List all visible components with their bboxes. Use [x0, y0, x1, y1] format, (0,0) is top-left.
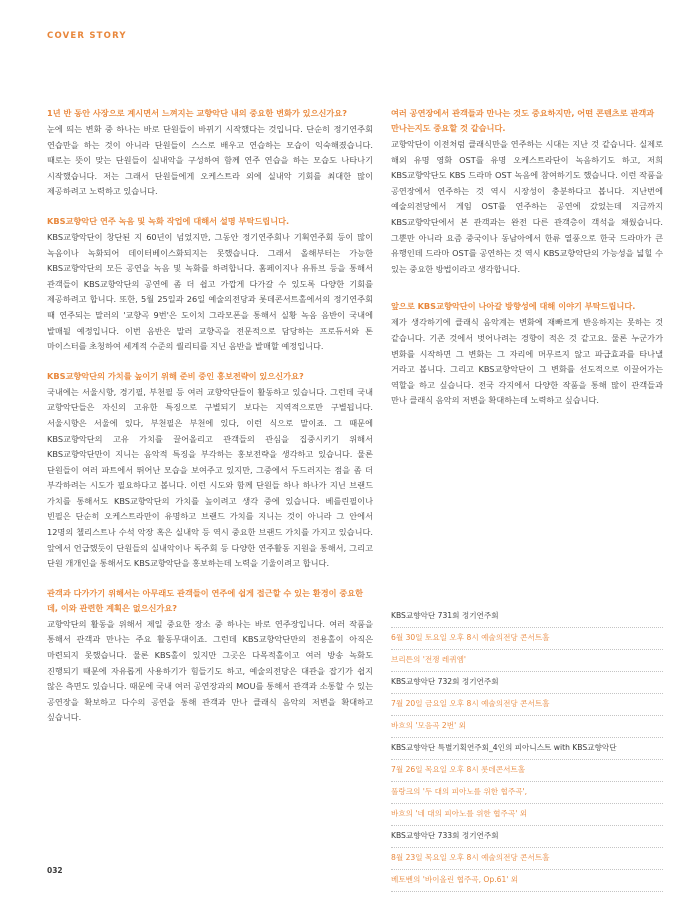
- schedule-detail: 베토벤의 '바이올린 협주곡, Op.61' 외: [391, 870, 663, 892]
- interview-answer: KBS교향악단이 창단된 지 60년이 넘었지만, 그동안 정기연주회나 기획연주회 등이 많이 녹음이나 녹화되어 데이터베이스화되지는 못했습니다. 그래서 올해부터는 가능한 KBS교향악단의 모든 공연을 녹음 및 녹화를 하려합니다. 홈페이지나 유튜브 등을 통해서 관객들이 KBS교향악단의 공연에 좀 더 쉽고 가깝게 다가갈 수 있도록 다양한 기회를 제공하려고 합니다. 또한, 5월 25일과 26일 예술의전당과 롯데콘서트홀에서의 정기연주회 때 연주되는 말러의 '교향곡 9번'은 도이치 그라모폰을 통해서 실황 녹음 음반이 국내에 발매될 예정입니다. 이번 음반은 말러 교향곡을 전문적으로 담당하는 프로듀서와 톤 마이스터를 초청하여 세계적 수준의 퀄리티를 지닌 음반을 발매할 예정입니다.: [47, 231, 373, 352]
- schedule-detail: 브리튼의 '전쟁 레퀴엠': [391, 650, 663, 672]
- interview-question: 여러 공연장에서 관객들과 만나는 것도 중요하지만, 어떤 콘텐츠로 관객과 만나는지도 중요할 것 같습니다.: [391, 108, 655, 133]
- interview-question: KBS교향악단 연주 녹음 및 녹화 작업에 대해서 설명 부탁드립니다.: [47, 215, 290, 226]
- qa-block: [47, 106, 373, 200]
- qa-block: [47, 214, 373, 355]
- interview-answer: 제가 생각하기에 클래식 음악계는 변화에 재빠르게 반응하지는 못하는 것 같습니다. 기존 것에서 벗어나려는 경향이 적은 것 같고요. 물론 누군가가 변화를 시작하면 그 변화는 그 자리에 머무르지 않고 파급효과를 타나낼 거라고 봅니다. 그리고 KBS교향악단이 그 변화를 선도적으로 이끌어가는 역할을 하고 싶습니다. 전국 각지에서 다양한 작품을 통해 많이 관객들과 만나 클래식 음악의 저변을 확대하는데 노력하고 싶습니다.: [391, 317, 663, 406]
- schedule-detail: 7월 20일 금요일 오후 8시 예술의전당 콘서트홀: [391, 694, 663, 716]
- schedule-detail: 바흐의 '모음곡 2번' 외: [391, 716, 663, 738]
- qa-block: [47, 586, 373, 726]
- schedule-detail: 바흐의 '네 대의 피아노를 위한 협주곡' 외: [391, 804, 663, 826]
- interview-answer: 교향악단의 활동을 위해서 제일 중요한 장소 중 하나는 바로 연주장입니다. 여러 작품을 통해서 관객과 만나는 주요 활동무대이죠. 그런데 KBS교향악단만의 전용홀이 아직은 마련되지 못했습니다. 물론 KBS홀이 있지만 그곳은 다목적홀이고 여러 방송 녹화도 진행되기 때문에 자유롭게 사용하기가 힘들기도 하고, 예술의전당은 대관을 잡기가 쉽지 않은 측면도 있습니다. 때문에 국내 여러 공연장과의 MOU를 통해서 관객과 소통할 수 있는 공연장을 확보하고 다수의 공연을 통해 관객과 만나 클래식 음악의 저변을 확대하고 싶습니다.: [47, 618, 373, 723]
- qa-block: [47, 369, 373, 572]
- interview-answer: 국내에는 서울시향, 경기필, 부천필 등 여러 교향악단들이 활동하고 있습니다. 그런데 국내 교향악단들은 자신의 고유한 특징으로 구별되기 보다는 지역적으로만 구별됩니다. 서울시향은 서울에 있다, 부천필은 부천에 있다, 이런 식으로 말이죠. 그 때문에 KBS교향악단의 고유 가치를 끌어올리고 관객들의 관심을 집중시키기 위해서 KBS교향악단만이 지니는 음악적 특징을 부각하는 홍보전략을 생각하고 있습니다. 물론 단원들이 여러 파트에서 뛰어난 모습을 보여주고 있지만, 그중에서 두드러지는 점을 좀 더 부각하려는 시도가 필요하다고 봅니다. 이런 시도와 함께 단원들 하나 하나가 지닌 브랜드 가치를 통해서도 KBS교향악단의 가치를 높이려고 생각 중에 있습니다. 베를린필이나 빈필은 단순히 오케스트라만이 유명하고 브랜드 가치를 지니는 것이 아니라 그 안에서 12명의 첼리스트나 수석 악장 혹은 실내악 등 역시 중요한 브랜드 가치를 가지고 있습니다. 앞에서 언급했듯이 단원들의 실내악이나 독주회 등 다양한 연주활동 지원을 통해서, 그리고 단원 개개인을 통해서도 KBS교향악단을 홍보하는데 노력을 기울이려고 합니다.: [47, 386, 373, 569]
- interview-question: 1년 반 동안 사장으로 계시면서 느껴지는 교향악단 내의 중요한 변화가 있으신가요?: [47, 108, 347, 118]
- page-number: 032: [47, 866, 63, 875]
- interview-answer: 눈에 띄는 변화 중 하나는 바로 단원들이 바뀌기 시작했다는 것입니다. 단순히 정기연주회 연습만을 하는 것이 아니라 단원들이 스스로 배우고 연습하는 모습이 익숙해졌습니다. 때로는 뜻이 맞는 단원들이 실내악을 구성하여 함께 연주 연습을 하는 모습도 나타나기 시작했습니다. 저는 그래서 단원들에게 오케스트라 외에 실내악 기회를 최대한 많이 제공하려고 노력하고 있습니다.: [47, 124, 373, 197]
- schedule-concert-title: KBS교향악단 733회 정기연주회: [391, 826, 663, 848]
- interview-question: 앞으로 KBS교향악단이 나아갈 방향성에 대해 이야기 부탁드립니다.: [391, 301, 636, 312]
- schedule-detail: 6월 30일 토요일 오후 8시 예술의전당 콘서트홀: [391, 628, 663, 650]
- schedule-concert-title: KBS교향악단 732회 정기연주회: [391, 672, 663, 694]
- qa-block: [391, 106, 663, 277]
- interview-question: 관객과 다가가기 위해서는 아무래도 관객들이 연주에 쉽게 접근할 수 있는 환경이 중요한데, 이와 관련한 계획은 없으신가요?: [47, 587, 364, 613]
- left-column: [47, 106, 373, 740]
- schedule-concert-title: KBS교향악단 특별기획연주회_4인의 피아니스트 with KBS교향악단: [391, 738, 663, 760]
- schedule-concert-title: KBS교향악단 731회 정기연주회: [391, 606, 663, 628]
- schedule-detail: 풀랑크의 '두 대의 피아노를 위한 협주곡',: [391, 782, 663, 804]
- qa-block: [391, 299, 663, 409]
- right-column: [391, 106, 663, 423]
- schedule-detail: 8월 23일 목요일 오후 8시 예술의전당 콘서트홀: [391, 848, 663, 870]
- schedule-detail: 7월 26일 목요일 오후 8시 롯데콘서트홀: [391, 760, 663, 782]
- interview-question: KBS교향악단의 가치를 높이기 위해 준비 중인 홍보전략이 있으신가요?: [47, 370, 304, 381]
- section-label: COVER STORY: [47, 31, 127, 41]
- concert-schedule: [391, 606, 663, 892]
- interview-answer: 교향악단이 이전처럼 클래식만을 연주하는 시대는 지난 것 같습니다. 실제로 해외 유명 영화 OST를 유명 오케스트라단이 녹음하기도 하고, 저희 KBS교향악단도 KBS 드라마 OST 녹음에 참여하기도 했습니다. 이런 작품을 공연장에서 연주하는 것 역시 시장성이 충분하다고 봅니다. 지난번에 예술의전당에서 게임 OST를 연주하는 공연에 갔었는데 지금까지 KBS교향악단에서 본 관객과는 완전 다른 관객층이 객석을 채웠습니다. 그뿐만 아니라 요즘 중국이나 동남아에서 한류 열풍으로 한국 드라마가 큰 유행인데 드라마 OST를 공연하는 것 역시 KBS교향악단의 가능성을 넓힐 수 있는 중요한 방법이라고 생각합니다.: [391, 139, 663, 274]
